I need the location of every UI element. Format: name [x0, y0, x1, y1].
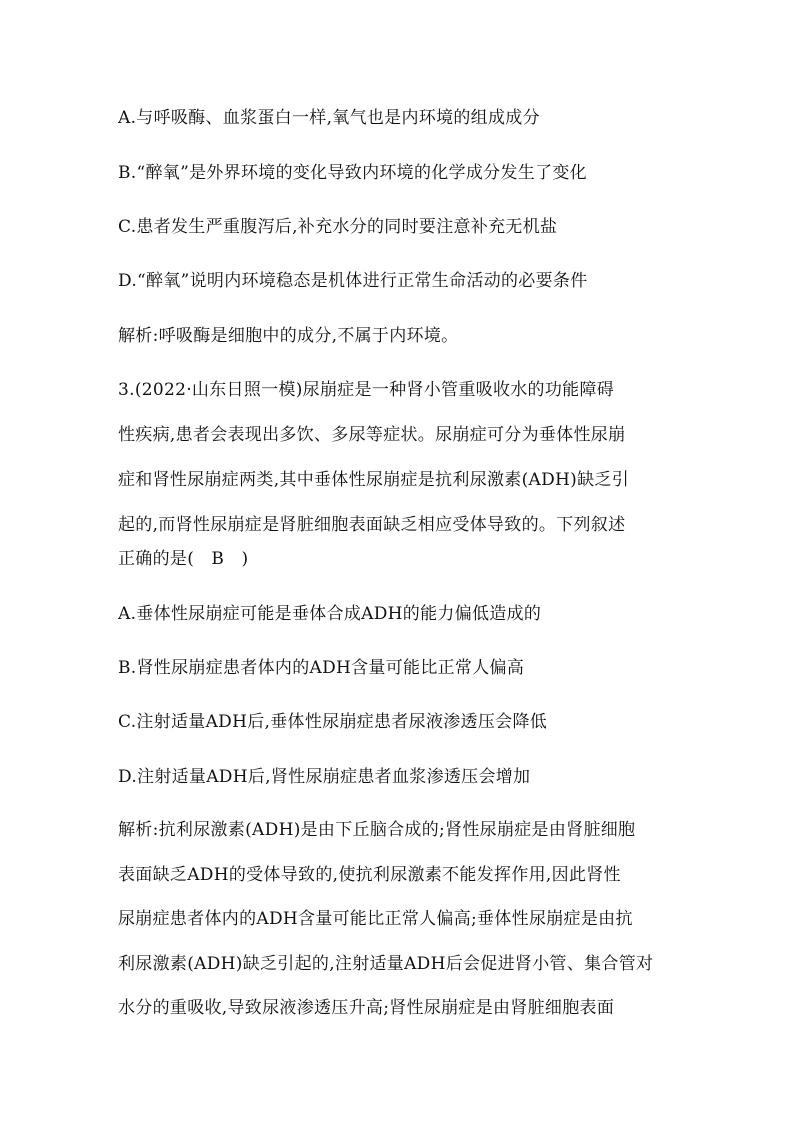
question-line: 3.(2022·山东日照一模)尿崩症是一种肾小管重吸收水的功能障碍 — [118, 380, 615, 400]
option-b: B.肾性尿崩症患者体内的ADH含量可能比正常人偏高 — [118, 658, 525, 678]
option-d: D.注射适量ADH后,肾性尿崩症患者血浆渗透压会增加 — [118, 767, 531, 787]
option-c: C.患者发生严重腹泻后,补充水分的同时要注意补充无机盐 — [118, 217, 558, 237]
question-answer-line: 正确的是( B ) — [118, 549, 249, 569]
analysis-line: 尿崩症患者体内的ADH含量可能比正常人偏高;垂体性尿崩症是由抗 — [118, 909, 633, 929]
analysis-line: 利尿激素(ADH)缺乏引起的,注射适量ADH后会促进肾小管、集合管对 — [118, 954, 654, 974]
option-d: D.“醉氧”说明内环境稳态是机体进行正常生命活动的必要条件 — [118, 271, 588, 291]
question-line: 起的,而肾性尿崩症是肾脏细胞表面缺乏相应受体导致的。下列叙述 — [118, 515, 626, 535]
option-c: C.注射适量ADH后,垂体性尿崩症患者尿液渗透压会降低 — [118, 712, 548, 732]
option-a: A.垂体性尿崩症可能是垂体合成ADH的能力偏低造成的 — [118, 604, 542, 624]
question-line: 症和肾性尿崩症两类,其中垂体性尿崩症是抗利尿激素(ADH)缺乏引 — [118, 470, 629, 490]
analysis-line: 解析:抗利尿激素(ADH)是由下丘脑合成的;肾性尿崩症是由肾脏细胞 — [118, 820, 636, 840]
analysis-text: 解析:呼吸酶是细胞中的成分,不属于内环境。 — [118, 326, 459, 346]
question-line: 性疾病,患者会表现出多饮、多尿等症状。尿崩症可分为垂体性尿崩 — [118, 425, 626, 445]
option-a: A.与呼吸酶、血浆蛋白一样,氧气也是内环境的组成成分 — [118, 108, 540, 128]
analysis-line: 水分的重吸收,导致尿液渗透压升高;肾性尿崩症是由肾脏细胞表面 — [118, 998, 615, 1018]
option-b: B.“醉氧”是外界环境的变化导致内环境的化学成分发生了变化 — [118, 163, 587, 183]
analysis-line: 表面缺乏ADH的受体导致的,使抗利尿激素不能发挥作用,因此肾性 — [118, 865, 621, 885]
